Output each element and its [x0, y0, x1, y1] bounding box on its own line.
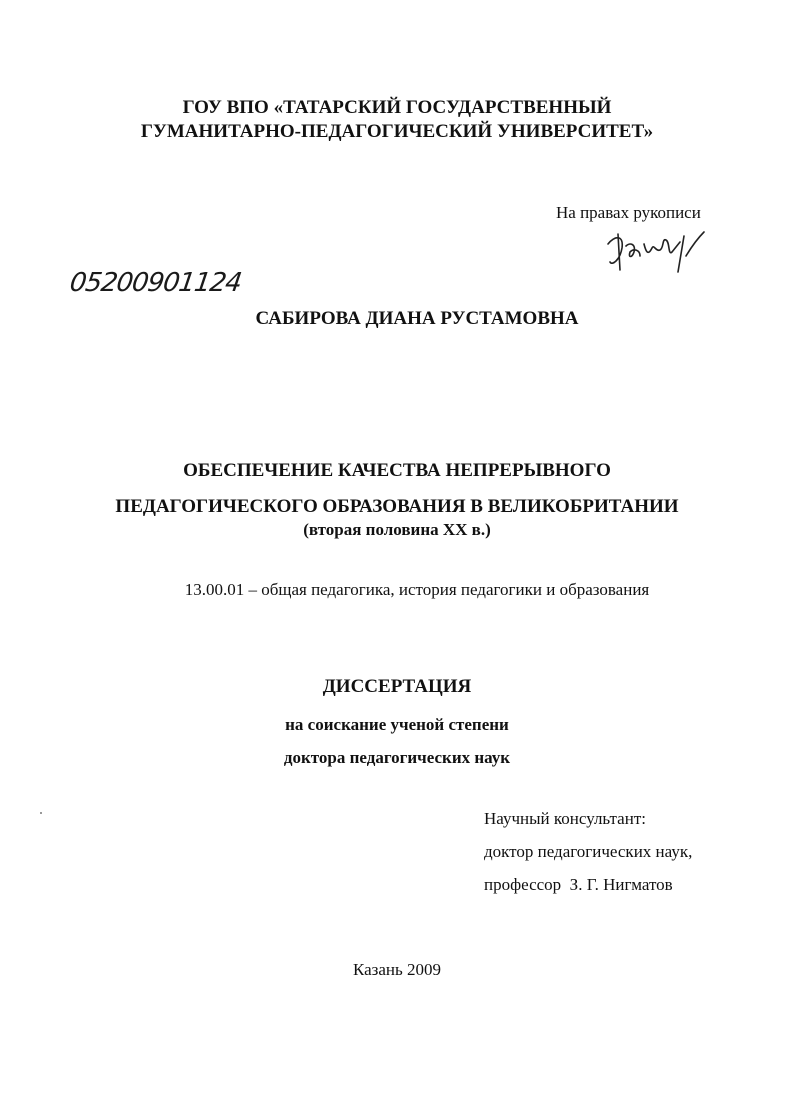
- work-type: ДИССЕРТАЦИЯ: [322, 676, 472, 697]
- archive-number: 05200901124: [67, 268, 244, 298]
- university-line-2: ГУМАНИТАРНО-ПЕДАГОГИЧЕСКИЙ УНИВЕРСИТЕТ»: [140, 121, 654, 142]
- manuscript-note: На правах рукописи: [556, 203, 701, 222]
- place-and-year: Казань 2009: [352, 960, 442, 979]
- degree-line-2: доктора педагогических наук: [283, 748, 511, 767]
- scan-speck: [40, 812, 42, 814]
- signature: [600, 226, 710, 283]
- degree-line-1: на соискание ученой степени: [285, 715, 509, 734]
- consultant-name: профессор З. Г. Нигматов: [484, 875, 673, 894]
- signature-icon: [600, 226, 710, 278]
- consultant-label: Научный консультант:: [484, 809, 646, 828]
- degree-sought: [0, 708, 794, 774]
- consultant-degree: доктор педагогических наук,: [484, 842, 693, 861]
- title-period: (вторая половина XX в.): [303, 520, 491, 539]
- university-line-1: ГОУ ВПО «ТАТАРСКИЙ ГОСУДАРСТВЕННЫЙ: [182, 97, 612, 118]
- title-line-1: ОБЕСПЕЧЕНИЕ КАЧЕСТВА НЕПРЕРЫВНОГО: [183, 460, 611, 481]
- specialty-code: 13.00.01 – общая педагогика, история педагогики и образования: [184, 580, 650, 599]
- university-name: [0, 96, 794, 144]
- title-line-2: ПЕДАГОГИЧЕСКОГО ОБРАЗОВАНИЯ В ВЕЛИКОБРИТАНИИ: [115, 496, 679, 517]
- scientific-consultant: [484, 802, 692, 901]
- author-name: САБИРОВА ДИАНА РУСТАМОВНА: [255, 308, 579, 329]
- dissertation-title: [0, 453, 794, 525]
